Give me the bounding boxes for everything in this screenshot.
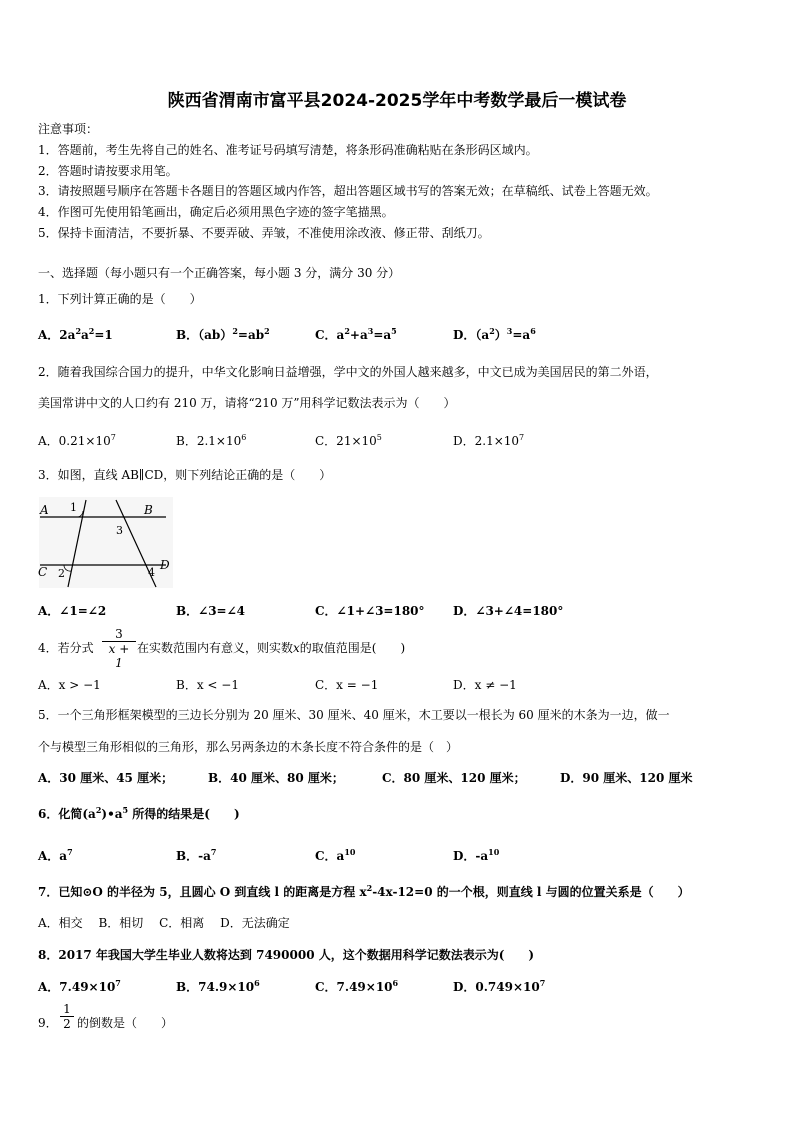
q8-option-b[interactable]: B．$74.9\times 10^6$ xyxy=(176,978,260,994)
q6-option-b[interactable]: B．$-a^7$ xyxy=(176,847,217,863)
q2-stem-line2: 美国常讲中文的人口约有 210 万，请将“210 万”用科学记数法表示为（ ） xyxy=(38,396,456,410)
q9-numerator: 1 xyxy=(60,1002,74,1017)
q5-stem-line2: 个与模型三角形相似的三角形，那么另两条边的木条长度不符合条件的是（ ） xyxy=(38,740,459,754)
q4-option-c[interactable]: C．x = −1 xyxy=(315,678,379,692)
q9-denominator: 2 xyxy=(63,1017,71,1031)
fig-angle-2: 2 xyxy=(58,567,65,580)
q2-stem-line1: 2．随着我国综合国力的提升，中华文化影响日益增强，学中文的外国人越来越多，中文已成为美国居民的第二外语， xyxy=(38,365,658,379)
q6-stem: 6．化简$(a^2)•a^5$ 所得的结果是( ) xyxy=(38,805,240,821)
q5-option-b[interactable]: B．40 厘米、80 厘米； xyxy=(208,771,344,785)
notice-item-4: 4．作图可先使用铅笔画出，确定后必须用黑色字迹的签字笔描黑。 xyxy=(38,205,394,219)
fig-label-a: A xyxy=(40,503,49,517)
q3-option-d[interactable]: D．∠3+∠4=180° xyxy=(453,604,564,618)
q6-option-d[interactable]: D．$-a^{10}$ xyxy=(453,847,500,863)
q3-option-c[interactable]: C．∠1+∠3=180° xyxy=(315,604,425,618)
q3-parallel-lines-figure xyxy=(36,495,176,590)
q3-option-b[interactable]: B．∠3=∠4 xyxy=(176,604,246,618)
q6-option-a[interactable]: A．$a^7$ xyxy=(38,847,73,863)
fig-angle-1: 1 xyxy=(70,501,77,514)
q3-option-a[interactable]: A．∠1=∠2 xyxy=(38,604,107,618)
notice-item-2: 2．答题时请按要求用笔。 xyxy=(38,164,178,178)
q4-option-d[interactable]: D．x ≠ −1 xyxy=(453,678,517,692)
q7-stem: 7．已知⊙O 的半径为 5，且圆心 O 到直线 l 的距离是方程 $x^2-4x-12=0$ 的一个根，则直线 l 与圆的位置关系是（ ） xyxy=(38,883,690,899)
q4-numerator: 3 xyxy=(102,627,136,642)
q4-fraction xyxy=(102,627,136,670)
section-heading: 一、选择题（每小题只有一个正确答案，每小题 3 分，满分 30 分） xyxy=(38,266,401,280)
q4-stem-pre: 4．若分式 xyxy=(38,641,94,655)
q2-option-d[interactable]: D．$2.1\times 10^7$ xyxy=(453,433,525,448)
q1-option-c[interactable]: C．$a^2+a^3=a^5$ xyxy=(315,326,397,342)
q9-stem-post: 的倒数是（ ） xyxy=(77,1016,174,1030)
q5-option-d[interactable]: D．90 厘米、120 厘米 xyxy=(560,771,693,785)
q5-option-a[interactable]: A．30 厘米、45 厘米； xyxy=(38,771,174,785)
q3-stem: 3．如图，直线 AB∥CD，则下列结论正确的是（ ） xyxy=(38,468,332,482)
q2-option-b[interactable]: B．$2.1\times 10^6$ xyxy=(176,433,247,448)
q4-denominator: x + 1 xyxy=(108,642,130,670)
q4-stem-post: 在实数范围内有意义，则实数x的取值范围是( ) xyxy=(137,641,406,655)
fig-label-b: B xyxy=(144,503,153,517)
q7-options[interactable]: A．相交 B．相切 C．相离 D．无法确定 xyxy=(38,916,290,930)
fig-label-d: D xyxy=(160,558,170,572)
q4-option-b[interactable]: B．x < −1 xyxy=(176,678,239,692)
q8-option-a[interactable]: A．$7.49\times 10^7$ xyxy=(38,978,121,994)
q4-option-a[interactable]: A．x > −1 xyxy=(38,678,101,692)
q5-option-c[interactable]: C．80 厘米、120 厘米； xyxy=(382,771,526,785)
q8-option-d[interactable]: D．$0.749\times 10^7$ xyxy=(453,978,546,994)
q1-stem: 1．下列计算正确的是（ ） xyxy=(38,292,202,306)
notice-heading: 注意事项： xyxy=(38,122,99,136)
q2-option-a[interactable]: A．$0.21\times 10^7$ xyxy=(38,433,116,448)
q8-option-c[interactable]: C．$7.49\times 10^6$ xyxy=(315,978,399,994)
fig-angle-3: 3 xyxy=(116,524,123,537)
notice-item-5: 5．保持卡面清洁，不要折暴、不要弄破、弄皱，不准使用涂改液、修正带、刮纸刀。 xyxy=(38,226,490,240)
notice-item-1: 1．答题前，考生先将自己的姓名、准考证号码填写清楚，将条形码准确粘贴在条形码区域内。 xyxy=(38,143,538,157)
q1-option-d[interactable]: D．$(a^2)^3=a^6$ xyxy=(453,326,536,342)
q8-stem: 8．2017 年我国大学生毕业人数将达到 7490000 人，这个数据用科学记数法表示为( ) xyxy=(38,948,535,962)
q6-option-c[interactable]: C．$a^{10}$ xyxy=(315,847,356,863)
q2-option-c[interactable]: C．$21\times 10^5$ xyxy=(315,433,382,448)
fig-label-c: C xyxy=(38,565,48,579)
q1-option-a[interactable]: A．$2a^2a^2=1$ xyxy=(38,326,113,342)
q9-fraction xyxy=(60,1002,74,1031)
q9-stem-pre: 9． xyxy=(38,1016,58,1030)
q1-option-b[interactable]: B．$(ab)^2=ab^2$ xyxy=(176,326,270,342)
page-title: 陕西省渭南市富平县2024-2025学年中考数学最后一模试卷 xyxy=(167,91,627,111)
notice-item-3: 3．请按照题号顺序在答题卡各题目的答题区域内作答，超出答题区域书写的答案无效；在草稿纸、试卷上答题无效。 xyxy=(38,184,658,198)
fig-angle-4: 4 xyxy=(148,566,155,579)
q5-stem-line1: 5．一个三角形框架模型的三边长分别为 20 厘米、30 厘米、40 厘米，木工要以一根长为 60 厘米的木条为一边，做一 xyxy=(38,708,670,722)
